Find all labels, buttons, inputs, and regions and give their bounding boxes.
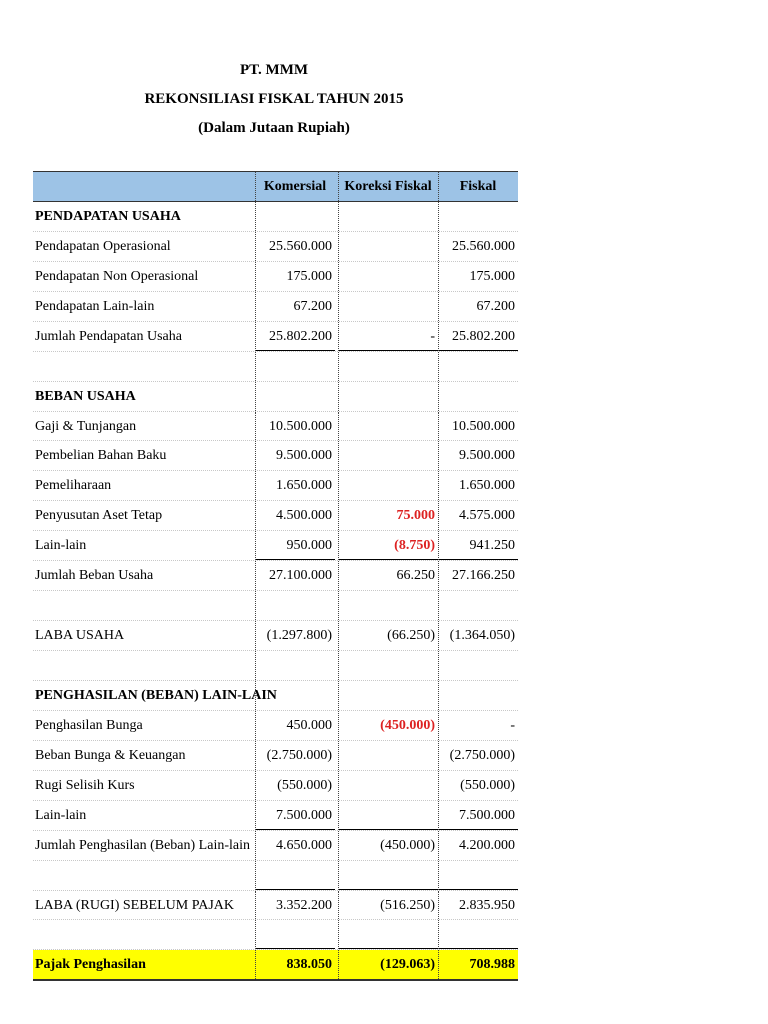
cell-fiskal: - [510,717,515,733]
table-row [33,591,518,621]
row-label: Beban Bunga & Keuangan [35,747,186,763]
cell-fiskal [438,352,518,381]
cell-komersial: 25.802.200 [255,322,335,351]
table-row [33,861,518,891]
row-label: Pendapatan Lain-lain [35,298,155,314]
row-label: BEBAN USAHA [35,388,136,404]
table-row [33,711,518,741]
cell-koreksi [338,651,438,680]
cell-komersial [255,202,335,231]
cell-fiskal: 708.988 [469,957,515,973]
table-row [33,471,518,501]
cell-komersial: 27.100.000 [269,568,332,584]
table-row [33,741,518,771]
row-label: Rugi Selisih Kurs [35,777,135,793]
cell-fiskal: 175.000 [469,268,515,284]
row-label: LABA USAHA [35,628,125,644]
cell-fiskal [438,681,518,710]
table-row [33,771,518,801]
cell-fiskal: 941.250 [438,531,518,560]
cell-komersial: (550.000) [277,777,332,793]
cell-koreksi [338,471,438,500]
table-row [33,531,518,561]
report-unit: (Dalam Jutaan Rupiah) [198,120,350,136]
row-label: PENGHASILAN (BEBAN) LAIN-LAIN [35,687,277,703]
row-label: Pajak Penghasilan [35,957,146,973]
row-label: LABA (RUGI) SEBELUM PAJAK [35,897,235,913]
row-label [35,651,253,680]
cell-koreksi: (8.750) [338,531,438,560]
row-label: Penyusutan Aset Tetap [35,508,163,524]
table-row [33,352,518,382]
table-row [33,920,518,950]
cell-fiskal: 25.560.000 [452,238,515,254]
cell-komersial [255,681,335,710]
cell-komersial [255,352,335,381]
row-label: Lain-lain [35,538,87,554]
table-row [33,651,518,681]
cell-fiskal: 4.200.000 [459,837,515,853]
table-row [33,322,518,352]
cell-komersial [255,861,335,890]
cell-fiskal: 7.500.000 [438,801,518,830]
cell-koreksi [338,262,438,291]
table-row [33,441,518,471]
cell-koreksi: 66.250 [396,568,435,584]
cell-fiskal [438,202,518,231]
table-row [33,262,518,292]
col-fiskal-header: Fiskal [459,179,497,194]
row-label: Pemeliharaan [35,478,112,494]
cell-koreksi [338,591,438,620]
report-title: REKONSILIASI FISKAL TAHUN 2015 [144,91,404,107]
row-label [35,352,253,381]
cell-fiskal: 25.802.200 [438,322,518,351]
cell-koreksi: (66.250) [387,628,435,644]
table-header [33,171,518,202]
cell-komersial: 7.500.000 [255,801,335,830]
table-row [33,801,518,831]
cell-komersial: 4.650.000 [276,837,332,853]
table-row [33,232,518,262]
cell-komersial [255,651,335,680]
cell-fiskal [438,382,518,411]
cell-koreksi: (516.250) [380,897,435,913]
table-row [33,292,518,322]
row-label: Pendapatan Operasional [35,238,171,254]
table-row [33,202,518,232]
cell-koreksi: (129.063) [380,957,435,973]
table-row [33,681,518,711]
row-label: PENDAPATAN USAHA [35,208,181,224]
cell-komersial [255,920,335,949]
cell-komersial: 4.500.000 [276,508,332,524]
cell-komersial: 950.000 [255,531,335,560]
row-label: Gaji & Tunjangan [35,418,137,434]
cell-komersial: 10.500.000 [269,418,332,434]
table-row [33,891,518,921]
cell-komersial: (2.750.000) [266,747,332,763]
cell-komersial: 67.200 [293,298,332,314]
cell-koreksi: (450.000) [380,837,435,853]
col-komersial-header: Komersial [263,179,327,194]
cell-komersial: (1.297.800) [266,628,332,644]
cell-fiskal: 1.650.000 [459,478,515,494]
row-label: Jumlah Beban Usaha [35,568,154,584]
cell-komersial: 3.352.200 [276,897,332,913]
cell-fiskal: 2.835.950 [459,897,515,913]
row-label: Lain-lain [35,807,87,823]
row-label [35,861,253,890]
cell-fiskal: 4.575.000 [459,508,515,524]
cell-fiskal [438,591,518,620]
table-row [33,950,518,981]
row-label: Pembelian Bahan Baku [35,448,167,464]
cell-fiskal: (2.750.000) [449,747,515,763]
table-row [33,621,518,651]
cell-fiskal: 10.500.000 [452,418,515,434]
cell-komersial: 9.500.000 [276,448,332,464]
cell-komersial: 838.050 [286,957,332,973]
cell-koreksi [338,920,438,949]
cell-koreksi [338,441,438,470]
cell-komersial: 175.000 [286,268,332,284]
reconciliation-table [33,171,518,981]
row-label: Jumlah Penghasilan (Beban) Lain-lain [35,837,250,853]
row-label: Penghasilan Bunga [35,717,143,733]
cell-koreksi [338,801,438,830]
cell-komersial [255,591,335,620]
cell-fiskal: 67.200 [476,298,515,314]
cell-komersial: 450.000 [286,717,332,733]
cell-fiskal [438,861,518,890]
cell-komersial [255,382,335,411]
table-row [33,561,518,591]
table-row [33,831,518,861]
cell-komersial: 25.560.000 [269,238,332,254]
col-koreksi-header: Koreksi Fiskal [344,179,432,194]
cell-koreksi [338,412,438,441]
cell-fiskal [438,920,518,949]
row-label: Jumlah Pendapatan Usaha [35,328,182,344]
company-name: PT. MMM [239,62,309,78]
cell-koreksi [338,352,438,381]
cell-fiskal: 27.166.250 [452,568,515,584]
cell-koreksi: (450.000) [380,717,435,733]
table-row [33,412,518,442]
table-row [33,382,518,412]
cell-koreksi [338,202,438,231]
row-label [35,591,253,620]
cell-koreksi [338,771,438,800]
cell-fiskal [438,651,518,680]
cell-koreksi [338,741,438,770]
cell-koreksi: 75.000 [396,508,435,524]
row-label: Pendapatan Non Operasional [35,268,199,284]
cell-fiskal: (1.364.050) [449,628,515,644]
table-row [33,501,518,531]
row-label [35,920,253,949]
cell-fiskal: (550.000) [460,777,515,793]
cell-koreksi [338,681,438,710]
cell-fiskal: 9.500.000 [459,448,515,464]
cell-koreksi [338,861,438,890]
cell-koreksi [338,292,438,321]
cell-koreksi [338,382,438,411]
cell-koreksi [338,232,438,261]
cell-koreksi: - [338,322,438,351]
cell-komersial: 1.650.000 [276,478,332,494]
